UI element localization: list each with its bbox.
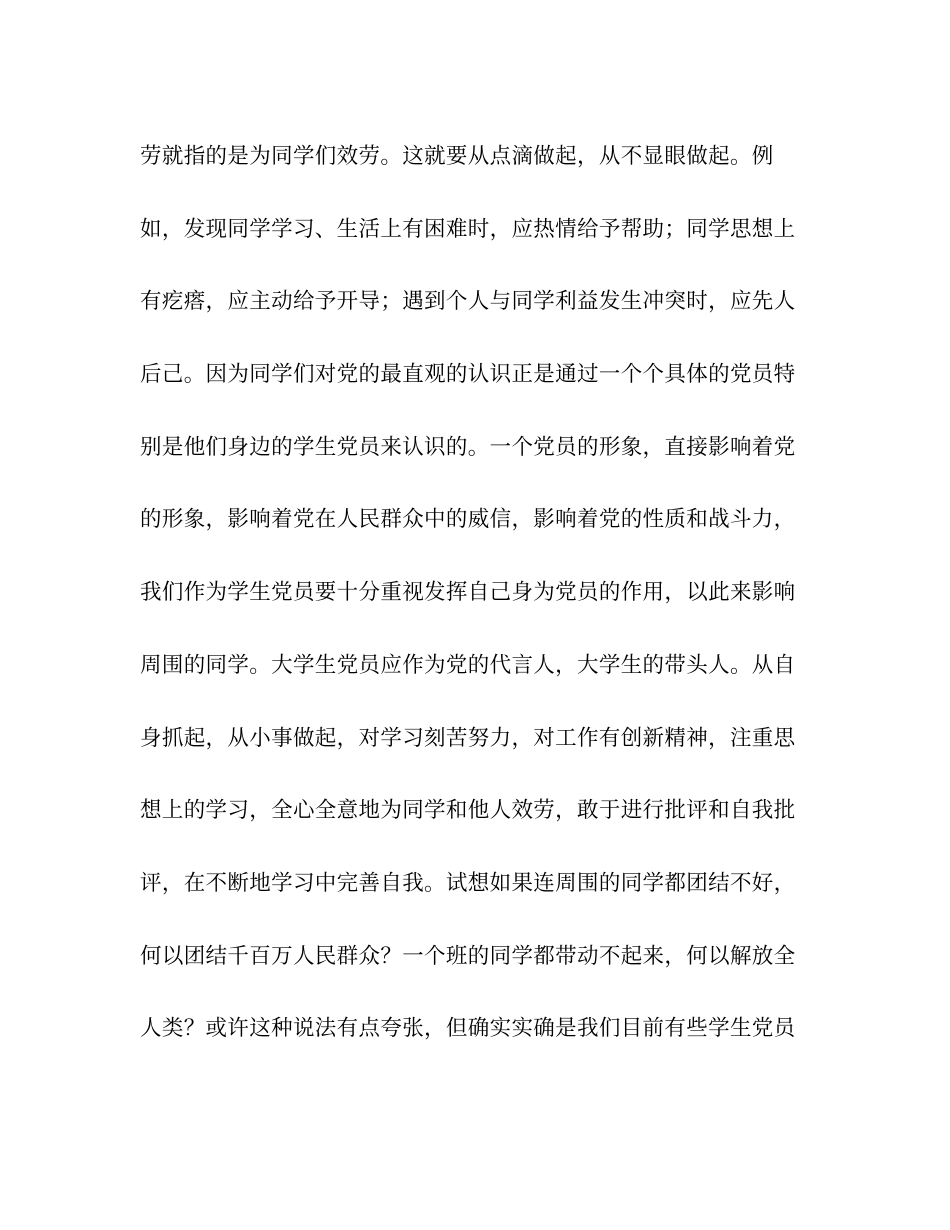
text-line: 后己。因为同学们对党的最直观的认识正是通过一个个具体的党员特 xyxy=(140,362,796,388)
text-line: 何以团结千百万人民群众？一个班的同学都带动不起来，何以解放全 xyxy=(140,943,796,969)
text-line: 想上的学习，全心全意地为同学和他人效劳，敢于进行批评和自我批 xyxy=(140,798,796,824)
text-line: 有疙瘩，应主动给予开导；遇到个人与同学利益发生冲突时，应先人 xyxy=(140,289,796,315)
text-line: 如，发现同学学习、生活上有困难时，应热情给予帮助；同学思想上 xyxy=(140,216,796,242)
text-line: 的形象，影响着党在人民群众中的威信，影响着党的性质和战斗力， xyxy=(140,507,796,533)
text-line: 评，在不断地学习中完善自我。试想如果连周围的同学都团结不好， xyxy=(140,870,796,896)
body-text xyxy=(140,134,800,1079)
text-line: 我们作为学生党员要十分重视发挥自己身为党员的作用，以此来影响 xyxy=(140,580,796,606)
text-line: 身抓起，从小事做起，对学习刻苦努力，对工作有创新精神，注重思 xyxy=(140,725,796,751)
text-line: 劳就指的是为同学们效劳。这就要从点滴做起，从不显眼做起。例 xyxy=(140,144,774,169)
text-line: 周围的同学。大学生党员应作为党的代言人，大学生的带头人。从自 xyxy=(140,652,796,678)
text-line: 人类？或许这种说法有点夸张，但确实实确是我们目前有些学生党员 xyxy=(140,1016,796,1042)
text-line: 别是他们身边的学生党员来认识的。一个党员的形象，直接影响着党 xyxy=(140,434,796,460)
